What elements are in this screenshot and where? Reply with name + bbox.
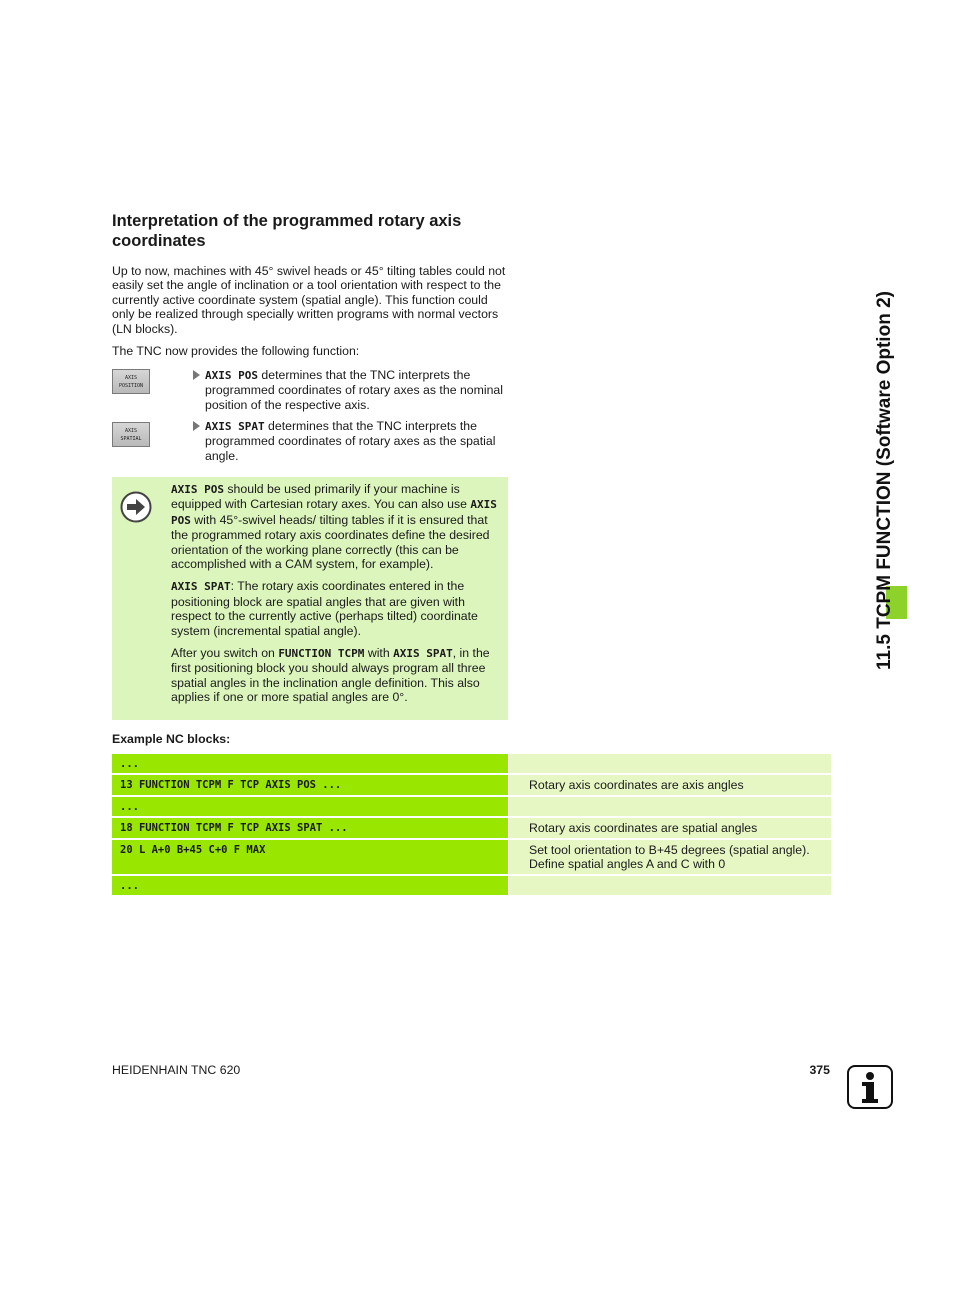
section-title: Interpretation of the programmed rotary axis coordinates (112, 212, 462, 250)
softkey-label-line1: AXIS (124, 427, 138, 434)
keyword: AXIS POS (205, 369, 258, 382)
softkey-axis-spatial[interactable] (112, 422, 150, 447)
nc-code-cell: ... (112, 754, 508, 773)
note-box (112, 477, 508, 720)
nc-desc-cell: Set tool orientation to B+45 degrees (spatial angle). Define spatial angles A and C with 0 (509, 840, 831, 874)
softkey-label-line1: AXIS (124, 374, 138, 381)
softkey-axis-position[interactable] (112, 369, 150, 394)
nc-code-cell: 13 FUNCTION TCPM F TCP AXIS POS ... (112, 775, 508, 795)
triangle-bullet-icon (193, 370, 200, 380)
footer-product: HEIDENHAIN TNC 620 (112, 1063, 241, 1077)
table-row (112, 876, 831, 895)
keyword: AXIS SPAT (393, 647, 453, 661)
note-paragraph-1 (171, 482, 501, 571)
softkey-label-line2: POSITION (118, 382, 144, 389)
bullet-text: determines that the TNC interprets the programmed coordinates of rotary axes as the nominal position of the respective axis. (205, 368, 504, 412)
softkey-label-line2: SPATIAL (120, 435, 142, 442)
keyword: AXIS POS (171, 498, 497, 527)
note-text: : The rotary axis coordinates entered in the positioning block are spatial angles that are given with respect to the currently active (perhaps tilted) coordinate system (incremental spatial angle). (171, 579, 478, 638)
table-row (112, 840, 831, 874)
keyword: AXIS POS (171, 483, 224, 496)
bullet-text: determines that the TNC interprets the programmed coordinates of rotary axes as the spatial angle. (205, 419, 496, 463)
nc-desc-cell: Rotary axis coordinates are axis angles (509, 775, 831, 795)
arrow-right-icon (120, 491, 152, 523)
note-text: , in the first positioning block you should always program all three spatial angles in the inclination angle definition. This also applies if one or more spatial angles are 0°. (171, 646, 490, 705)
note-text: with 45°-swivel heads/ tilting tables if it is ensured that the programmed rotary axis coordinates define the desired orientation of the working plane correctly (this can be accomplished with a CAM system, for example). (171, 512, 490, 572)
nc-code-cell: ... (112, 876, 508, 895)
info-icon (847, 1065, 893, 1109)
triangle-bullet-icon (193, 421, 200, 431)
nc-desc-cell: Rotary axis coordinates are spatial angles (509, 818, 831, 838)
nc-code-cell: ... (112, 797, 508, 816)
table-row (112, 818, 831, 838)
keyword: AXIS SPAT (205, 420, 265, 433)
page-number: 375 (809, 1063, 830, 1077)
nc-desc-cell (509, 797, 831, 816)
chapter-side-title: 11.5 TCPM FUNCTION (Software Option 2) (874, 291, 895, 670)
nc-code-cell: 20 L A+0 B+45 C+0 F MAX (112, 840, 508, 874)
bullet-axis-pos (193, 368, 507, 412)
intro-paragraph: Up to now, machines with 45° swivel heads or 45° tilting tables could not easily set the angle of inclination or a tool orientation with respect to the currently active coordinate system (spatial angle). This function could only be realized through specially written programs with normal vectors (LN blocks). (112, 264, 506, 336)
note-text: should be used primarily if your machine is equipped with Cartesian rotary axes. You can also use (171, 482, 471, 512)
nc-blocks-table (112, 754, 831, 897)
table-row (112, 775, 831, 795)
keyword: FUNCTION TCPM (278, 647, 365, 661)
keyword: AXIS SPAT (171, 580, 231, 594)
example-label: Example NC blocks: (112, 732, 231, 746)
note-paragraph-2 (171, 579, 501, 638)
note-paragraph-3 (171, 646, 501, 705)
table-row (112, 754, 831, 773)
nc-desc-cell (509, 876, 831, 895)
bullet-axis-spat (193, 419, 507, 463)
nc-code-cell: 18 FUNCTION TCPM F TCP AXIS SPAT ... (112, 818, 508, 838)
note-text: with (364, 646, 394, 661)
table-row (112, 797, 831, 816)
nc-desc-cell (509, 754, 831, 773)
note-text: After you switch on (171, 646, 279, 661)
lead-paragraph: The TNC now provides the following function: (112, 344, 360, 358)
